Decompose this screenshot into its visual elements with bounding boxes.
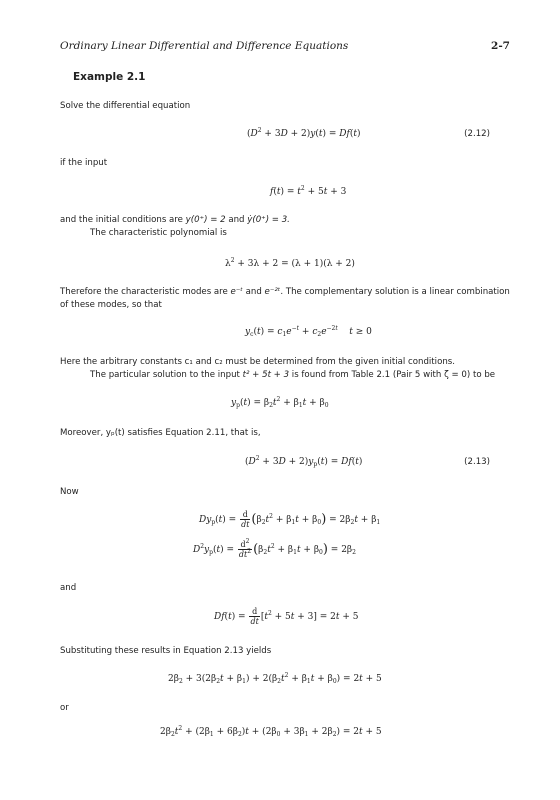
equation-df: Df(t) = $\frac{d}{dt}$ $[t^2 + 5t + 3] = 2t + 5$: [214, 607, 359, 626]
paragraph-initial-conditions: and the initial conditions are y(0⁺) = 2 and ẏ(0⁺) = 3.: [60, 215, 290, 225]
running-header-page-number: 2-7: [491, 40, 510, 52]
equation-input: $f(t) = t^2 + 5t + 3$: [270, 185, 347, 197]
equation-substituted: $2\beta_2 + 3(2\beta_2t + \beta_1) + 2(\beta_2t^2 + \beta_1t + \beta_0) = 2t + 5$: [168, 672, 382, 685]
paragraph-particular: The particular solution to the input t² + 5t + 3 is found from Table 2.1 (Pair 5 with ζ = 0) to be: [90, 370, 496, 380]
equation-2-12: $(D^2 + 3D + 2)y(t) = Df(t)$: [247, 127, 361, 139]
equation-number-2-13: (2.13): [464, 457, 490, 467]
paragraph-arbitrary-constants: Here the arbitrary constants c₁ and c₂ must be determined from the given initial conditions.: [60, 357, 455, 367]
paragraph-solve: Solve the differential equation: [60, 101, 191, 111]
paragraph-if-input: if the input: [60, 158, 108, 168]
paragraph-and: and: [60, 583, 77, 593]
running-header-title: Ordinary Linear Differential and Difference Equations: [60, 40, 349, 52]
equation-characteristic-polynomial: $\lambda^2 + 3\lambda + 2 = (\lambda + 1)(\lambda + 2)$: [225, 257, 355, 269]
paragraph-or: or: [60, 703, 69, 713]
paragraph-modes-cont: of these modes, so that: [60, 300, 162, 310]
equation-complementary-solution: $y_c(t) = c_1e^{-t} + c_2e^{-2t}$ t ≥ 0: [245, 325, 372, 338]
paragraph-modes: Therefore the characteristic modes are e⁻ᵗ and e⁻²ᵗ. The complementary solution is a linear combination: [60, 287, 510, 297]
paragraph-now: Now: [60, 487, 79, 497]
example-heading: Example 2.1: [73, 71, 146, 83]
paragraph-moreover: Moreover, yₚ(t) satisfies Equation 2.11, that is,: [60, 428, 261, 438]
equation-number-2-12: (2.12): [464, 129, 490, 139]
equation-first-derivative: $Dy_p(t)$ = $\frac{d}{dt}$ $(\beta_2t^2 + \beta_1t + \beta_0) = 2\beta_2t + \beta_1$: [199, 510, 381, 529]
equation-particular-solution: $y_p(t) = \beta_2t^2 + \beta_1t + \beta_0$: [231, 396, 329, 409]
paragraph-substituting: Substituting these results in Equation 2.13 yields: [60, 646, 272, 656]
equation-collected: $2\beta_2t^2 + (2\beta_1 + 6\beta_2)t + (2\beta_0 + 3\beta_1 + 2\beta_2) = 2t + 5$: [160, 725, 382, 738]
equation-second-derivative: $D^2y_p(t)$ = $\frac{d^2}{dt^2}$ $(\beta_2t^2 + \beta_1t + \beta_0) = 2\beta_2$: [193, 538, 356, 559]
equation-2-13: $(D^2 + 3D + 2)y_p(t) = Df(t)$: [245, 455, 363, 468]
paragraph-characteristic: The characteristic polynomial is: [90, 228, 227, 238]
